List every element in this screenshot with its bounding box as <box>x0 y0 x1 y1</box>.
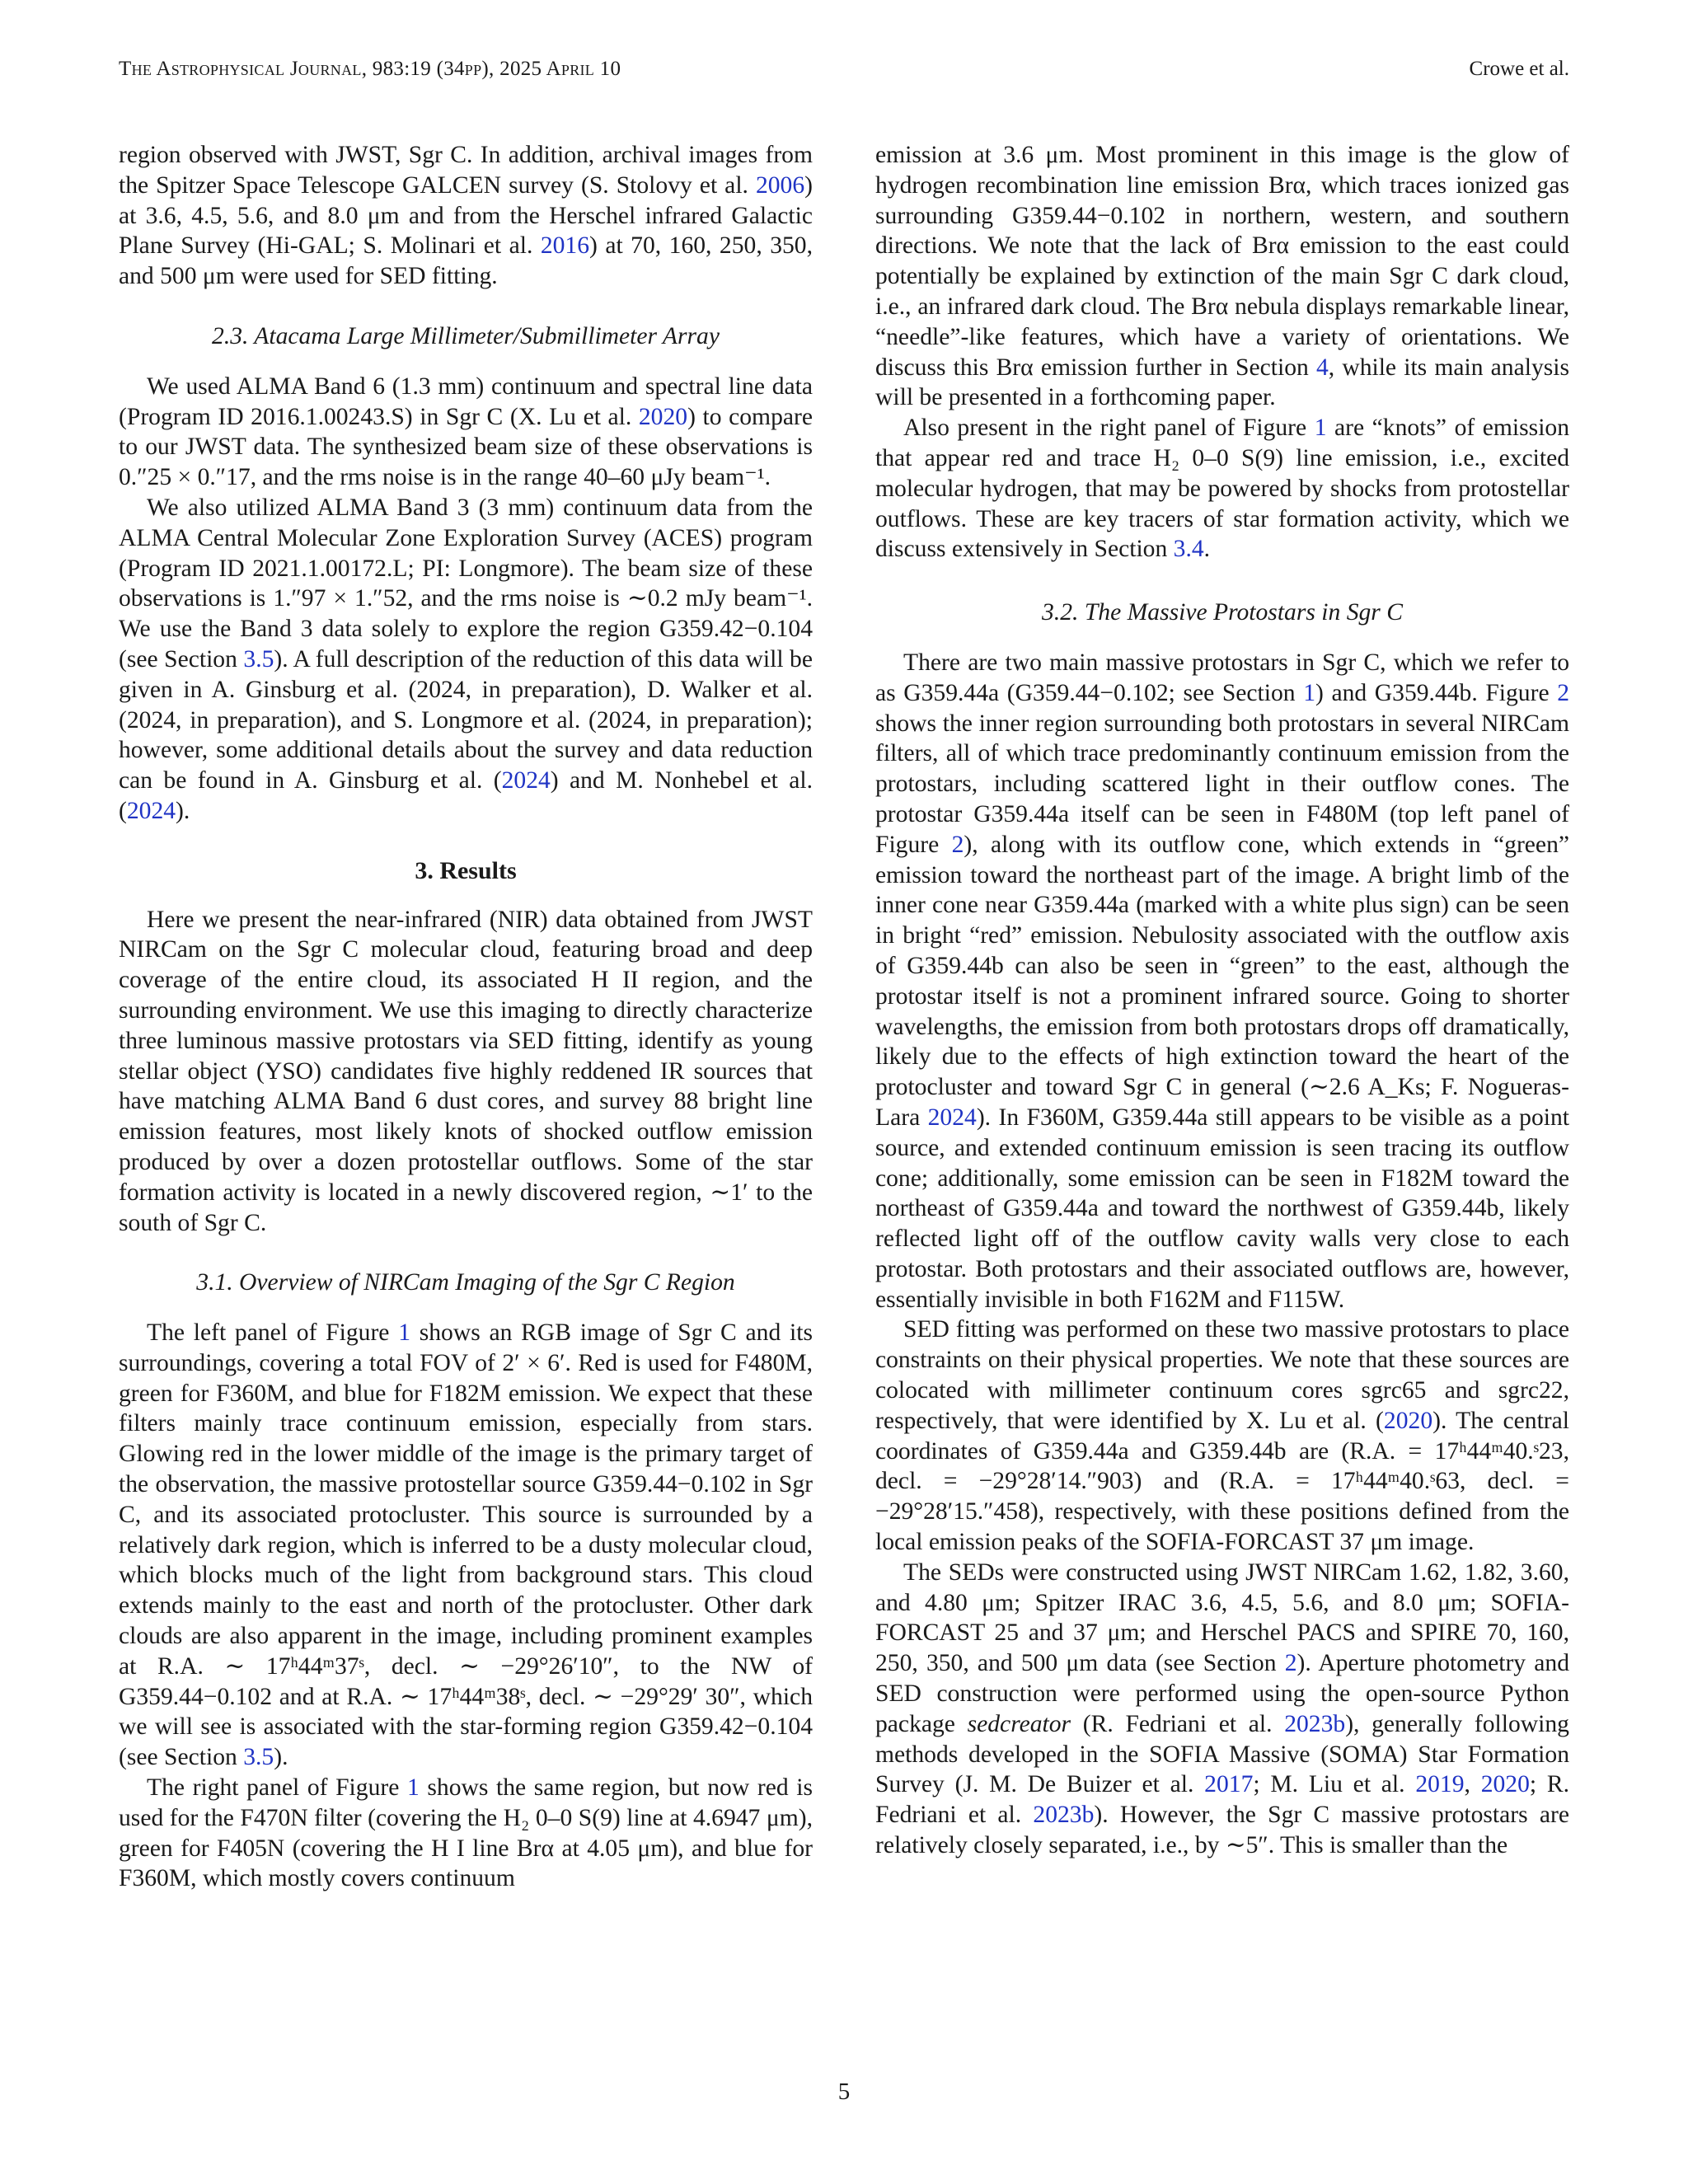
paragraph: Also present in the right panel of Figure 1 are “knots” of emission that appear red and trace H₂ 0–0 S(9) line emission, i.e., excited molecular hydrogen, that may be powered by shocks from protostellar outflows. These are key tracers of star formation activity, which we discuss extensively in Section 3.4. <box>875 415 1570 563</box>
paragraph: emission at 3.6 μm. Most prominent in this image is the glow of hydrogen recombination line emission Brα, which traces ionized gas surrounding G359.44−0.102 in northern, western, and southern directions. We note that the lack of Brα emission to the east could potentially be explained by extinction of the main Sgr C dark cloud, i.e., an infrared dark cloud. The Brα nebula displays remarkable linear, “needle”-like features, which have a variety of orientations. We discuss this Brα emission further in Section 4, while its main analysis will be presented in a forthcoming paper. <box>875 142 1569 411</box>
figure-link[interactable]: 1 <box>406 1774 420 1802</box>
figure-link[interactable]: 2 <box>951 831 964 858</box>
intro-paragraph: region observed with JWST, Sgr C. In addition, archival images from the Spitzer Space Telescope GALCEN survey (S. Stolovy et al. 2006) at 3.6, 4.5, 5.6, and 8.0 μm and from the Herschel infrared Galactic Plane Survey (Hi-GAL; S. Molinari et al. 2016) at 70, 160, 250, 350, and 500 μm were used for SED fitting. <box>119 142 813 290</box>
citation-link[interactable]: 2020 <box>1383 1407 1433 1434</box>
citation-link[interactable]: 2019 <box>1415 1771 1465 1798</box>
section-link[interactable]: 3.5 <box>243 645 274 673</box>
author-running-head: Crowe et al. <box>1469 58 1569 80</box>
citation-link[interactable]: 2024 <box>501 767 551 794</box>
citation-link[interactable]: 2016 <box>540 232 590 260</box>
citation-link[interactable]: 2017 <box>1204 1771 1254 1798</box>
figure-link[interactable]: 2 <box>1557 679 1569 706</box>
right-column <box>875 140 1569 1861</box>
section-link[interactable]: 3.5 <box>243 1744 274 1771</box>
citation-link[interactable]: 2024 <box>927 1104 977 1131</box>
citation-link[interactable]: 2024 <box>126 797 176 824</box>
paragraph: We used ALMA Band 6 (1.3 mm) continuum and spectral line data (Program ID 2016.1.00243.S) in Sgr C (X. Lu et al. 2020) to compare to our JWST data. The synthesized beam size of these observations is 0.″25 × 0.″17, and the rms noise is in the range 40–60 μJy beam⁻¹. <box>119 373 813 491</box>
citation-link[interactable]: 2023b <box>1033 1802 1095 1829</box>
section-heading-2-3: 2.3. Atacama Large Millimeter/Submillimeter Array <box>212 322 720 349</box>
citation-link[interactable]: 2006 <box>755 171 805 199</box>
section-link[interactable]: 4 <box>1315 354 1329 381</box>
page-number: 5 <box>837 2079 851 2105</box>
citation-link[interactable]: 2020 <box>638 403 688 430</box>
citation-link[interactable]: 2020 <box>1480 1771 1530 1798</box>
section-link[interactable]: 1 <box>1303 679 1315 706</box>
section-link[interactable]: 2 <box>1284 1650 1297 1677</box>
section-heading-3-2: 3.2. The Massive Protostars in Sgr C <box>1042 599 1403 626</box>
section-heading-3-1: 3.1. Overview of NIRCam Imaging of the Sgr C Region <box>196 1269 735 1296</box>
section-link[interactable]: 3.4 <box>1173 536 1204 563</box>
journal-citation: The Astrophysical Journal, 983:19 (34pp), 2025 April 10 <box>119 58 621 80</box>
figure-link[interactable]: 1 <box>1314 415 1327 442</box>
paragraph: Here we present the near-infrared (NIR) data obtained from JWST NIRCam on the Sgr C molecular cloud, featuring broad and deep coverage of the entire cloud, its associated H II region, and the surrounding environment. We use this imaging to directly characterize three luminous massive protostars via SED fitting, identify as young stellar object (YSO) candidates five highly reddened IR sources that have matching ALMA Band 6 dust cores, and survey 88 bright line emission features, most likely knots of shocked outflow emission produced by over a dozen protostellar outflows. Some of the star formation activity is located in a newly discovered region, ∼1′ to the south of Sgr C. <box>119 906 813 1236</box>
paragraph: The left panel of Figure 1 shows an RGB image of Sgr C and its surroundings, covering a total FOV of 2′ × 6′. Red is used for F480M, green for F360M, and blue for F182M emission. We expect that these filters mainly trace continuum emission, especially from stars. Glowing red in the lower middle of the image is the primary target of the observation, the massive protostellar source G359.44−0.102 in Sgr C, and its associated protocluster. This source is surrounded by a relatively dark region, which is inferred to be a dusty molecular cloud, which blocks much of the light from background stars. This cloud extends mainly to the east and north of the protocluster. Other dark clouds are also apparent in the image, including prominent examples at R.A. ∼ 17ʰ44ᵐ37ˢ, decl. ∼ −29°26′10″, to the NW of G359.44−0.102 and at R.A. ∼ 17ʰ44ᵐ38ˢ, decl. ∼ −29°29′ 30″, which we will see is associated with the star-forming region G359.42−0.104 (see Section 3.5). <box>119 1319 813 1771</box>
paragraph: The SEDs were constructed using JWST NIRCam 1.62, 1.82, 3.60, and 4.80 μm; Spitzer IRAC 3.6, 4.5, 5.6, and 8.0 μm; SOFIA-FORCAST 25 and 37 μm; and Herschel PACS and SPIRE 70, 160, 250, 350, and 500 μm data (see Section 2). Aperture photometry and SED construction were performed using the open-source Python package sedcreator (R. Fedriani et al. 2023b), generally following methods developed in the SOFIA Massive (SOMA) Star Formation Survey (J. M. De Buizer et al. 2017; M. Liu et al. 2019, 2020; R. Fedriani et al. 2023b). However, the Sgr C massive protostars are relatively closely separated, i.e., by ∼5″. This is smaller than the <box>875 1558 1570 1859</box>
paragraph: SED fitting was performed on these two massive protostars to place constraints on their physical properties. We note that these sources are colocated with millimeter continuum cores sgrc65 and sgrc22, respectively, that were identified by X. Lu et al. (2020). The central coordinates of G359.44a and G359.44b are (R.A. = 17ʰ44ᵐ40.ˢ23, decl. = −29°28′14.″903) and (R.A. = 17ʰ44ᵐ40.ˢ63, decl. = −29°28′15.″458), respectively, with these positions defined from the local emission peaks of the SOFIA-FORCAST 37 μm image. <box>875 1316 1570 1556</box>
paragraph: There are two main massive protostars in Sgr C, which we refer to as G359.44a (G359.44−0.102; see Section 1) and G359.44b. Figure 2 shows the inner region surrounding both protostars in several NIRCam filters, all of which trace predominantly continuum emission from the protostars, including scattered light in their outflow cones. The protostar G359.44a itself can be seen in F480M (top left panel of Figure 2), along with its outflow cone, which extends in “green” emission toward the northeast part of the image. A bright limb of the inner cone near G359.44a (marked with a white plus sign) can be seen in bright “red” emission. Nebulosity associated with the outflow axis of G359.44b can also be seen in “green” to the east, although the protostar itself is not a prominent infrared source. Going to shorter wavelengths, the emission from both protostars drops off dramatically, likely due to the effects of high extinction toward the heart of the protocluster and toward Sgr C in general (∼2.6 A_Ks; F. Nogueras-Lara 2024). In F360M, G359.44a still appears to be visible as a point source, and extended continuum emission is seen tracing its outflow cone; additionally, some emission can be seen in F182M toward the northeast of G359.44a and toward the northwest of G359.44b, likely reflected light off of the outflow cavity walls very close to each protostar. Both protostars and their associated outflows are, however, essentially invisible in both F162M and F115W. <box>875 649 1570 1313</box>
paragraph: We also utilized ALMA Band 3 (3 mm) continuum data from the ALMA Central Molecular Zone Exploration Survey (ACES) program (Program ID 2021.1.00172.L; PI: Longmore). The beam size of these observations is 1.″97 × 1.″52, and the rms noise is ∼0.2 mJy beam⁻¹. We use the Band 3 data solely to explore the region G359.42−0.104 (see Section 3.5). A full description of the reduction of this data will be given in A. Ginsburg et al. (2024, in preparation), D. Walker et al. (2024, in preparation), and S. Longmore et al. (2024, in preparation); however, some additional details about the survey and data reduction can be found in A. Ginsburg et al. (2024) and M. Nonhebel et al. (2024). <box>119 494 813 824</box>
citation-link[interactable]: 2023b <box>1284 1710 1346 1737</box>
paragraph: The right panel of Figure 1 shows the same region, but now red is used for the F470N filter (covering the H₂ 0–0 S(9) line at 4.6947 μm), green for F405N (covering the H I line Brα at 4.05 μm), and blue for F360M, which mostly covers continuum <box>119 1774 813 1892</box>
section-heading-3: 3. Results <box>415 856 517 884</box>
figure-link[interactable]: 1 <box>398 1319 410 1347</box>
running-head <box>119 58 1569 91</box>
left-column <box>119 140 813 1894</box>
